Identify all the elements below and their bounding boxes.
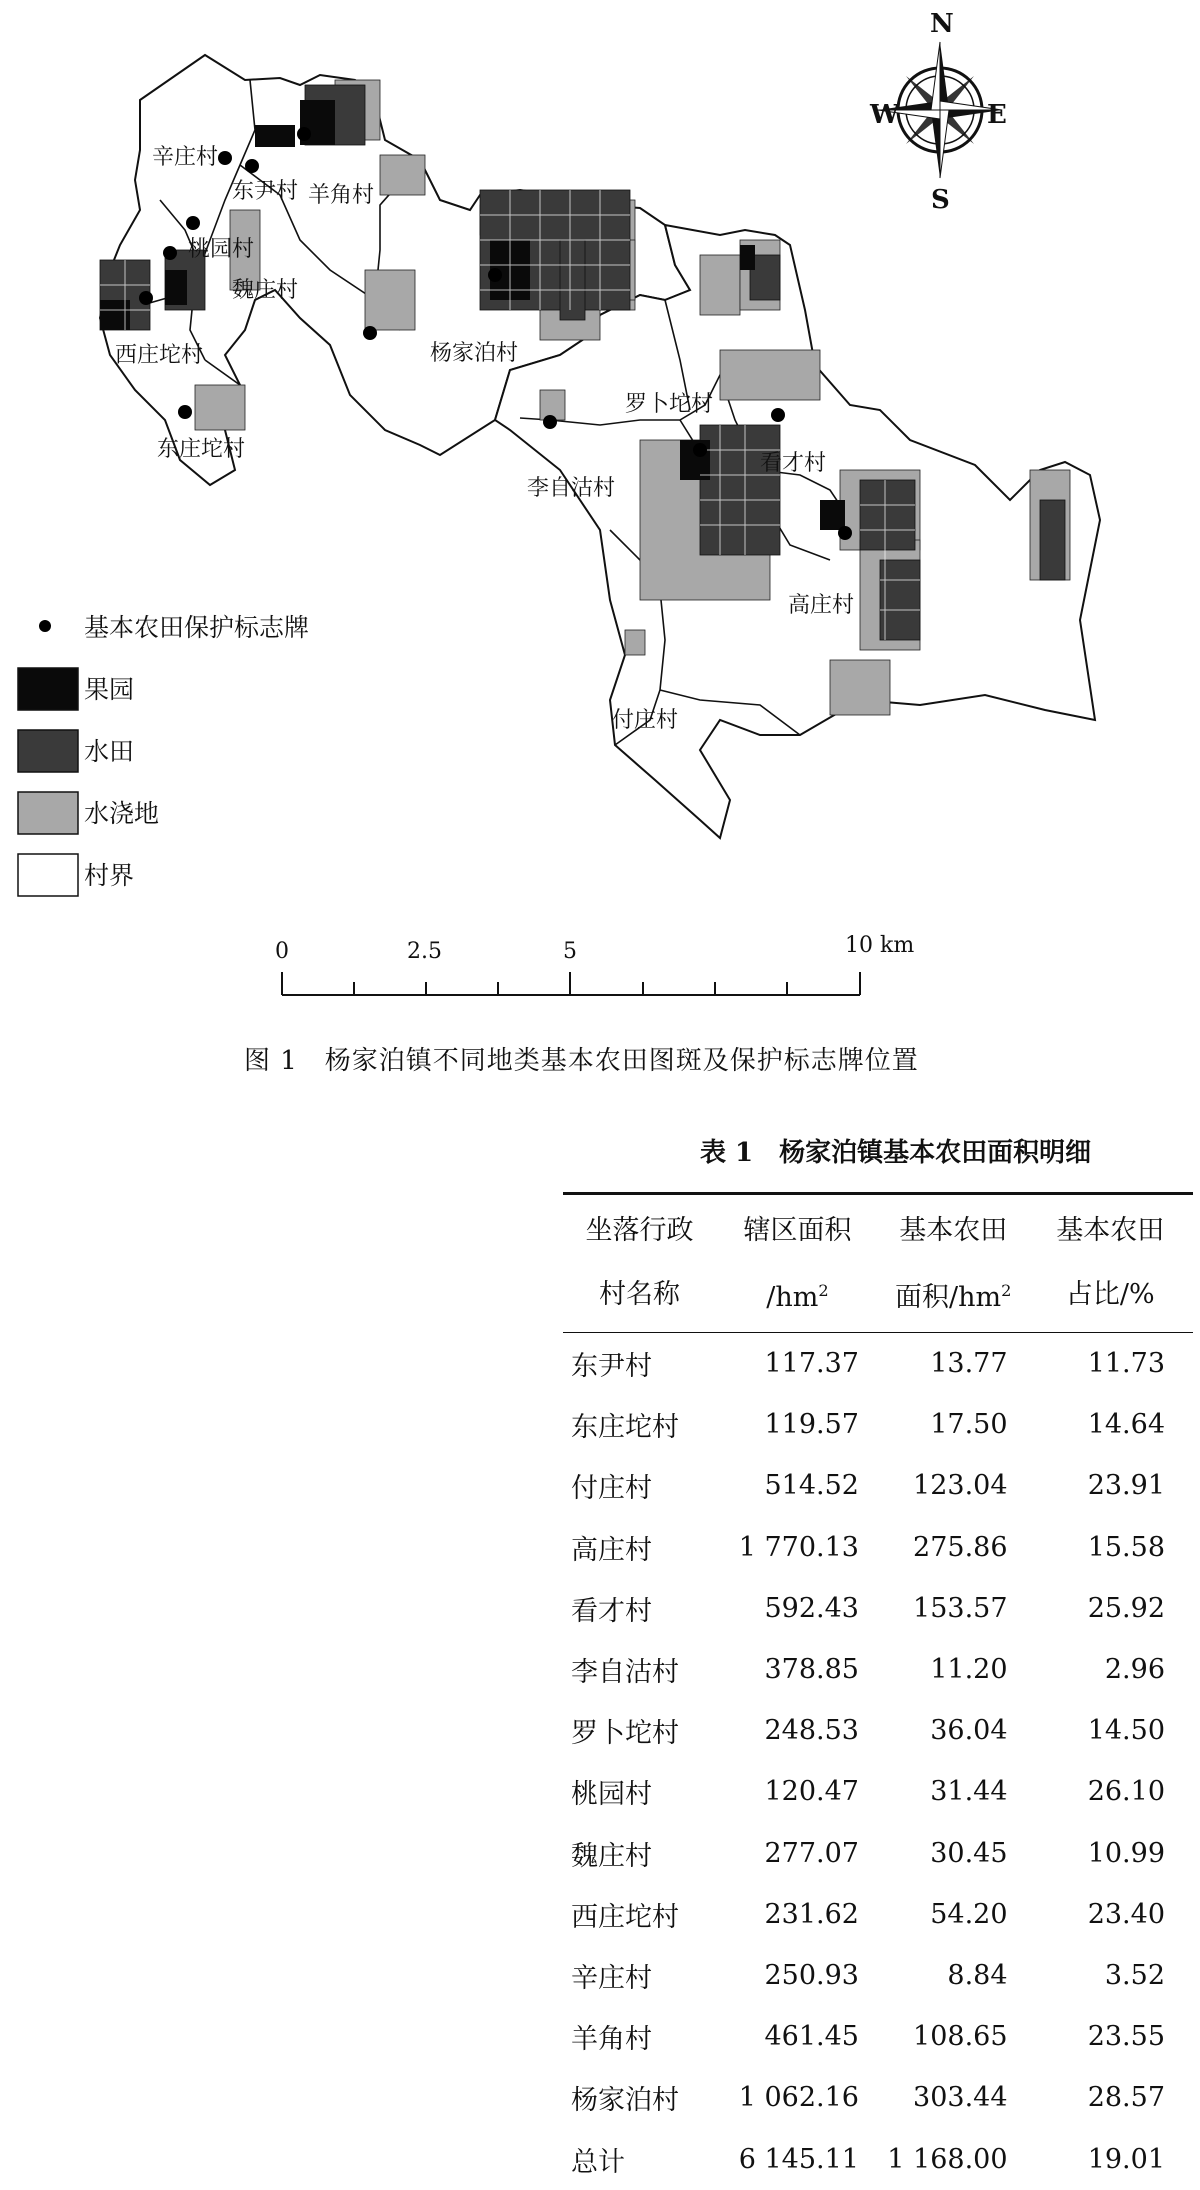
village-name-cell: 高庄村 [571, 1534, 652, 1566]
village-name-cell: 羊角村 [571, 2024, 652, 2056]
farmland-ratio-cell: 11.73 [1087, 1348, 1165, 1380]
legend-boundary-swatch [18, 854, 78, 896]
table-row [563, 1394, 1193, 1455]
label-yangjiabo: 杨家泊村 [430, 341, 519, 366]
legend-orchard-label: 果园 [84, 675, 135, 704]
farmland-ratio-cell: 28.57 [1087, 2082, 1165, 2114]
farmland-area-cell: 123.04 [913, 1470, 1008, 1502]
district-area-cell: 378.85 [764, 1654, 859, 1686]
village-name-cell: 看才村 [571, 1595, 652, 1627]
label-fuzhuang: 付庄村 [612, 708, 679, 733]
table-row [563, 2128, 1193, 2189]
header-farmland-area-line2 [879, 1261, 1028, 1333]
farmland-area-cell: 8.84 [947, 1959, 1008, 1991]
compass-s: S [931, 185, 950, 215]
farmland-area-cell: 17.50 [930, 1409, 1008, 1441]
legend-paddy-swatch [18, 730, 78, 772]
village-name-cell: 辛庄村 [571, 1962, 652, 1994]
farmland-area-cell: 275.86 [913, 1531, 1008, 1563]
label-gaozhuang: 高庄村 [788, 593, 855, 618]
village-name-cell: 李自沽村 [571, 1657, 679, 1689]
farmland-ratio-cell: 3.52 [1104, 1959, 1165, 1991]
district-area-cell: 514.52 [764, 1470, 859, 1502]
table-header-row-1 [563, 1194, 1193, 1262]
farmland-area-cell: 1 168.00 [887, 2143, 1008, 2175]
farmland-area-cell: 303.44 [913, 2082, 1008, 2114]
village-name-cell: 魏庄村 [571, 1840, 652, 1872]
table-row [563, 1700, 1193, 1761]
table-row [563, 2067, 1193, 2128]
scale-label-5: 5 [563, 939, 577, 964]
farmland-ratio-cell: 25.92 [1087, 1592, 1165, 1624]
label-kancai: 看才村 [760, 451, 827, 476]
table-row [563, 1884, 1193, 1945]
label-lizigu: 李自沽村 [527, 476, 616, 501]
header-ratio-line2: 占比/% [1028, 1261, 1193, 1333]
farmland-area-cell: 108.65 [913, 2021, 1008, 2053]
compass-w: W [870, 100, 900, 130]
farmland-ratio-cell: 23.55 [1087, 2021, 1165, 2053]
label-xizhuangtuo: 西庄坨村 [115, 343, 204, 368]
district-area-cell: 248.53 [764, 1715, 859, 1747]
farmland-area-cell: 30.45 [930, 1837, 1008, 1869]
label-luobotuo: 罗卜坨村 [625, 392, 714, 417]
district-area-cell: 250.93 [764, 1959, 859, 1991]
table-row [563, 1455, 1193, 1516]
farmland-ratio-cell: 19.01 [1087, 2143, 1165, 2175]
village-name-cell: 桃园村 [571, 1779, 652, 1811]
table-row [563, 1639, 1193, 1700]
farmland-ratio-cell: 26.10 [1087, 1776, 1165, 1808]
legend-boundary-label: 村界 [84, 861, 135, 890]
legend [18, 613, 309, 896]
header-area-unit-sup: 2 [818, 1281, 829, 1300]
farmland-area-cell: 11.20 [930, 1654, 1008, 1686]
village-name-cell: 杨家泊村 [571, 2085, 679, 2117]
farmland-ratio-cell: 23.40 [1087, 1898, 1165, 1930]
farmland-area-cell: 31.44 [930, 1776, 1008, 1808]
compass-e: E [987, 100, 1007, 130]
legend-paddy-label: 水田 [84, 737, 135, 766]
farmland-ratio-cell: 14.50 [1087, 1715, 1165, 1747]
district-area-cell: 231.62 [764, 1898, 859, 1930]
farmland-ratio-cell: 10.99 [1087, 1837, 1165, 1869]
label-yangjiao: 羊角村 [308, 183, 375, 208]
legend-sign-symbol [39, 620, 51, 632]
header-village-line2: 村名称 [563, 1261, 716, 1333]
village-name-cell: 罗卜坨村 [571, 1718, 679, 1750]
farmland-area-cell: 153.57 [913, 1592, 1008, 1624]
header-area-line1: 辖区面积 [716, 1194, 879, 1262]
table-row [563, 1578, 1193, 1639]
district-area-cell: 1 062.16 [738, 2082, 859, 2114]
district-area-cell: 119.57 [764, 1409, 859, 1441]
district-area-cell: 6 145.11 [738, 2143, 859, 2175]
table-caption: 表 1 杨家泊镇基本农田面积明细 [700, 1138, 1092, 1168]
table-row [563, 1761, 1193, 1822]
table-header-row-2 [563, 1261, 1193, 1333]
label-dongzhuangtuo: 东庄坨村 [157, 437, 246, 462]
district-area-cell: 592.43 [764, 1592, 859, 1624]
village-name-cell: 付庄村 [571, 1473, 652, 1505]
district-area-cell: 120.47 [764, 1776, 859, 1808]
village-name-cell: 东尹村 [571, 1351, 652, 1383]
district-area-cell: 1 770.13 [738, 1531, 859, 1563]
label-xinzhuang: 辛庄村 [152, 145, 219, 170]
header-village-line1: 坐落行政 [563, 1194, 716, 1262]
scale-bar [282, 972, 860, 995]
compass-n: N [930, 9, 954, 39]
village-name-cell: 西庄坨村 [571, 1901, 679, 1933]
scale-label-2-5: 2.5 [407, 939, 442, 964]
legend-irrigated-swatch [18, 792, 78, 834]
label-weizhuang: 魏庄村 [232, 278, 299, 303]
legend-irrigated-label: 水浇地 [84, 799, 160, 828]
table-row [563, 1517, 1193, 1578]
header-farmland-area-line1: 基本农田 [879, 1194, 1028, 1262]
legend-orchard-swatch [18, 668, 78, 710]
district-area-cell: 461.45 [764, 2021, 859, 2053]
farmland-area-cell: 36.04 [930, 1715, 1008, 1747]
header-farmland-area-unit: 面积/hm [895, 1282, 1002, 1313]
table-body [563, 1333, 1193, 2190]
village-name-cell: 总计 [571, 2146, 625, 2178]
farmland-area-cell: 54.20 [930, 1898, 1008, 1930]
farmland-ratio-cell: 23.91 [1087, 1470, 1165, 1502]
farmland-ratio-cell: 15.58 [1087, 1531, 1165, 1563]
table-row [563, 2006, 1193, 2067]
figure-caption: 图 1 杨家泊镇不同地类基本农田图斑及保护标志牌位置 [244, 1046, 919, 1076]
header-area-unit: /hm [766, 1282, 819, 1313]
header-ratio-line1: 基本农田 [1028, 1194, 1193, 1262]
farmland-ratio-cell: 2.96 [1104, 1654, 1165, 1686]
village-name-cell: 东庄坨村 [571, 1412, 679, 1444]
header-area-line2 [716, 1261, 879, 1333]
farmland-area-table [563, 1192, 1193, 2190]
farmland-ratio-cell: 14.64 [1087, 1409, 1165, 1441]
map-figure [0, 0, 1200, 1010]
label-dongyin: 东尹村 [232, 179, 299, 204]
table-row [563, 1823, 1193, 1884]
table-row [563, 1333, 1193, 1395]
header-farmland-area-unit-sup: 2 [1001, 1281, 1012, 1300]
district-area-cell: 277.07 [764, 1837, 859, 1869]
table-row [563, 1945, 1193, 2006]
scale-label-10km: 10 km [845, 933, 915, 958]
district-area-cell: 117.37 [764, 1348, 859, 1380]
farmland-area-cell: 13.77 [930, 1348, 1008, 1380]
legend-sign-label: 基本农田保护标志牌 [84, 613, 310, 642]
scale-label-0: 0 [275, 939, 289, 964]
label-taoyuan: 桃园村 [188, 237, 255, 262]
